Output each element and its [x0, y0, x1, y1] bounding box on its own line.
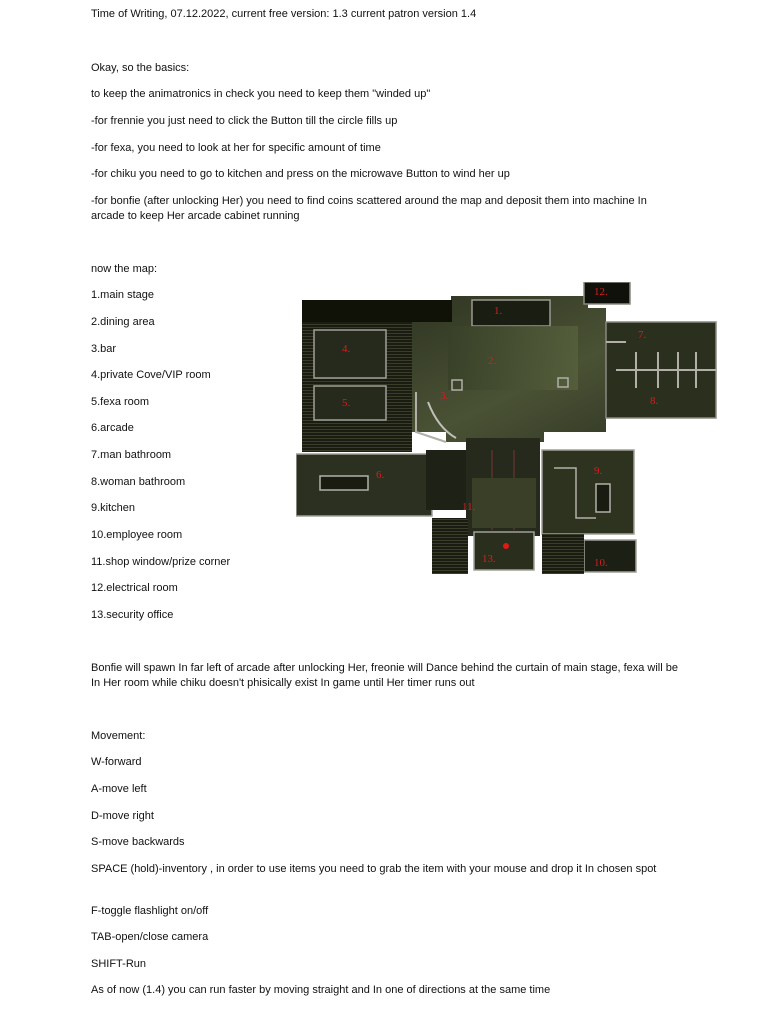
map-room-label: 11. [462, 501, 476, 513]
basics-chiku: -for chiku you need to go to kitchen and press on the microwave Button to wind her up [91, 168, 510, 180]
control-camera: TAB-open/close camera [91, 931, 209, 943]
basics-frennie: -for frennie you just need to click the Button till the circle fills up [91, 115, 398, 127]
room-list-item: 11.shop window/prize corner [91, 556, 231, 568]
map-room-label: 10. [594, 557, 608, 569]
control-flashlight: F-toggle flashlight on/off [91, 905, 209, 917]
control-inventory: SPACE (hold)-inventory , in order to use items you need to grab the item with your mouse and drop it In chosen spot [91, 863, 657, 875]
control-right: D-move right [91, 810, 154, 822]
room-list-item: 2.dining area [91, 316, 155, 328]
room-list-item: 5.fexa room [91, 396, 150, 408]
room-list-item: 1.main stage [91, 289, 154, 301]
control-backwards: S-move backwards [91, 836, 185, 848]
map-title: now the map: [91, 263, 158, 275]
header-text: Time of Writing, 07.12.2022, current free version: 1.3 current patron version 1.4 [91, 8, 477, 20]
map-room-label: 9. [594, 465, 603, 477]
room-list-item: 13.security office [91, 609, 174, 621]
control-forward: W-forward [91, 756, 142, 768]
map-room-label: 2. [488, 355, 497, 367]
movement-title: Movement: [91, 730, 146, 742]
map-room-label: 12. [594, 286, 608, 298]
spawn-text: Bonfie will spawn In far left of arcade after unlocking Her, freonie will Dance behind the curtain of main stage, fexa will be In Her room while chiku doesn't phisically exist In game until Her timer runs out [91, 662, 678, 689]
control-left: A-move left [91, 783, 147, 795]
basics-intro: to keep the animatronics in check you need to keep them "winded up" [91, 88, 431, 100]
floor-map [296, 282, 718, 574]
map-room-label: 8. [650, 395, 659, 407]
map-room-label: 3. [440, 390, 449, 402]
room-list-item: 3.bar [91, 343, 117, 355]
room-list-item: 4.private Cove/VIP room [91, 369, 211, 381]
map-room-label: 1. [494, 305, 503, 317]
basics-fexa: -for fexa, you need to look at her for specific amount of time [91, 142, 381, 154]
run-note: As of now (1.4) you can run faster by moving straight and In one of directions at the same time [91, 984, 551, 996]
room-list-item: 7.man bathroom [91, 449, 172, 461]
map-room-label: 7. [638, 329, 647, 341]
map-room-label: 6. [376, 469, 385, 481]
room-list-item: 9.kitchen [91, 502, 136, 514]
map-room-label: 5. [342, 397, 351, 409]
basics-bonfie: -for bonfie (after unlocking Her) you need to find coins scattered around the map and deposit them into machine In arcade to keep Her arcade cabinet running [91, 195, 647, 222]
map-room-label: 4. [342, 343, 351, 355]
basics-title: Okay, so the basics: [91, 62, 190, 74]
room-list-item: 6.arcade [91, 422, 134, 434]
control-run: SHIFT-Run [91, 958, 147, 970]
room-list-item: 8.woman bathroom [91, 476, 186, 488]
room-list-item: 12.electrical room [91, 582, 178, 594]
map-room-label: 13. [482, 553, 496, 565]
room-list-item: 10.employee room [91, 529, 183, 541]
